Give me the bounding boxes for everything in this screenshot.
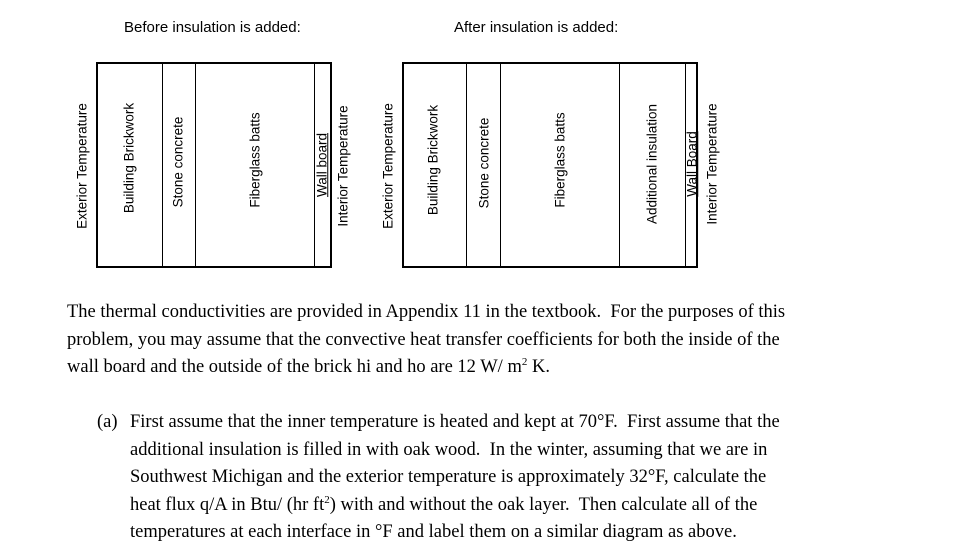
intro-line-1: The thermal conductivities are provided in Appendix 11 in the textbook. For the purposes of this [67, 302, 786, 322]
intro-paragraph [67, 299, 947, 382]
after-divider-1 [466, 64, 467, 266]
part-a-text [130, 409, 950, 547]
part-a-line-5: temperatures at each interface in °F and label them on a similar diagram as above. [130, 522, 737, 542]
after-layer-brickwork: Building Brickwork [425, 104, 441, 216]
after-layer-fiberglass: Fiberglass batts [552, 112, 568, 208]
after-layer-stone-concrete: Stone concrete [476, 117, 492, 209]
after-layer-wall-board: Wall Board [684, 131, 700, 197]
part-a-line-4: heat flux q/A in Btu/ (hr $ft^2$) with and without the oak layer. Then calculate all of the [130, 493, 758, 515]
part-a-line-2: additional insulation is filled in with oak wood. In the winter, assuming that we are in [130, 439, 768, 460]
after-interior-label: Interior Temperature [704, 103, 720, 225]
part-a-marker: (a) [97, 412, 118, 432]
after-divider-2 [500, 64, 501, 266]
part-a-line-1: First assume that the inner temperature is heated and kept at 70°F. First assume that the [130, 412, 780, 432]
before-layer-fiberglass: Fiberglass batts [247, 112, 263, 208]
before-interior-label: Interior Temperature [335, 105, 351, 227]
before-layer-wall-board: Wall board [314, 132, 330, 198]
before-divider-2 [195, 64, 196, 266]
part-a-line-3: Southwest Michigan and the exterior temperature is approximately 32°F, calculate the [130, 467, 767, 487]
before-layer-brickwork: Building Brickwork [121, 102, 137, 214]
before-exterior-label: Exterior Temperature [74, 103, 90, 229]
after-divider-3 [619, 64, 620, 266]
after-exterior-label: Exterior Temperature [380, 103, 396, 229]
intro-line-3: wall board and the outside of the brick hi and ho are 12 W/ $m^2$ K. [67, 355, 550, 377]
after-layer-additional-insulation: Additional insulation [644, 103, 660, 225]
after-caption: After insulation is added: [454, 19, 619, 36]
before-caption: Before insulation is added: [124, 19, 301, 36]
before-layer-stone-concrete: Stone concrete [170, 116, 186, 208]
before-divider-1 [162, 64, 163, 266]
intro-line-2: problem, you may assume that the convective heat transfer coefficients for both the inside of the [67, 329, 780, 350]
